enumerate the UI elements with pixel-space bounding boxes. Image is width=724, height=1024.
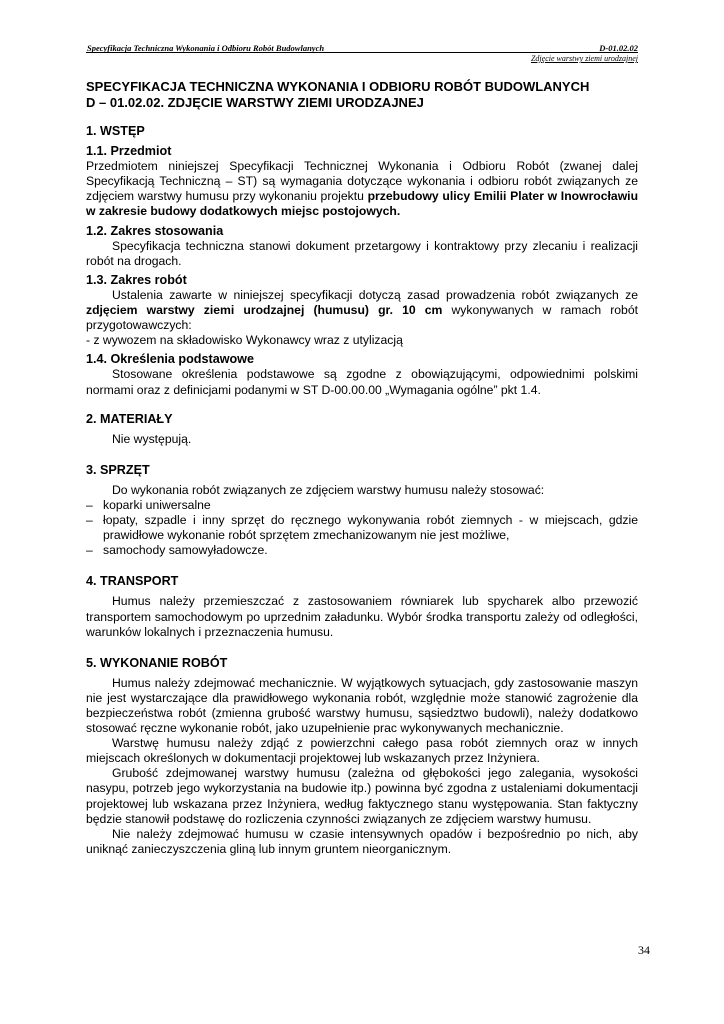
section-heading-materialy: 2. MATERIAŁY xyxy=(86,411,173,426)
przedmiot-project-name: przebudowy ulicy Emilii Plater w Inowrocławiu w zakresie budowy dodatkowych miejsc postojowych. xyxy=(86,189,639,219)
wykonanie-paragraph: Humus należy zdejmować mechanicznie. W wyjątkowych sytuacjach, gdy zastosowanie maszyn nie jest wystarczające dla prawidłowego wykonania robót, względnie może stanowić zagrożenie dla bezpieczeństwa robót (zmienna grubość warstwy humusu, sąsiedztwo budowli), należy dodatkowo stosować ręczne wykonanie robót, jako uzupełnienie prac wykonywanych mechanicznie. xyxy=(86,675,638,736)
page-number: 34 xyxy=(638,943,650,957)
sprzet-list xyxy=(86,498,638,558)
zakres-stosowania-paragraph: Specyfikacja techniczna stanowi dokument przetargowy i kontraktowy przy zlecaniu i realizacji robót na drogach. xyxy=(86,238,638,268)
section-heading-transport: 4. TRANSPORT xyxy=(86,574,179,589)
materialy-paragraph: Nie występują. xyxy=(112,431,192,446)
zakres-robot-text-c: wykonywanych w ramach robót przygotowawczych: xyxy=(86,303,638,333)
subsection-heading-zakres-robot: 1.3. Zakres robót xyxy=(86,272,187,287)
document-body xyxy=(86,79,638,857)
running-header-subtitle: Zdjęcie warstwy ziemi urodzajnej xyxy=(530,54,638,63)
subsection-heading-zakres-stosowania: 1.2. Zakres stosowania xyxy=(86,223,224,238)
zakres-robot-line2: - z wywozem na składowisko Wykonawcy wraz z utylizacją xyxy=(86,333,403,348)
wykonanie-paragraph: Nie należy zdejmować humusu w czasie intensywnych opadów i bezpośrednio po nich, aby uniknąć zanieczyszczenia gliną lub innym gruntem nieorganicznym. xyxy=(86,826,638,856)
subsection-heading-przedmiot: 1.1. Przedmiot xyxy=(86,144,172,159)
running-header-code: D-01.02.02 xyxy=(599,43,638,53)
document-title-line1: SPECYFIKACJA TECHNICZNA WYKONANIA I ODBIORU ROBÓT BUDOWLANYCH xyxy=(86,79,590,94)
header-rule xyxy=(86,52,638,53)
list-item: – łopaty, szpadle i inny sprzęt do ręcznego wykonywania robót ziemnych - w miejscach, gdzie prawidłowe wykonanie robót sprzętem zmechanizowanym nie jest możliwe, xyxy=(86,513,638,543)
list-item: – samochody samowyładowcze. xyxy=(86,543,638,558)
document-title xyxy=(86,79,638,110)
sprzet-intro: Do wykonania robót związanych ze zdjęciem warstwy humusu należy stosować: xyxy=(112,482,545,497)
section-heading-wstep: 1. WSTĘP xyxy=(86,124,145,138)
list-item: – koparki uniwersalne xyxy=(86,498,638,513)
przedmiot-text: Przedmiotem niniejszej Specyfikacji Technicznej Wykonania i Odbioru Robót (zwanej dalej Specyfikacją Techniczną – ST) są wymagania dotyczące wykonania i odbioru robót związanych ze zdjęciem warstwy humusu przy wykonaniu projektu xyxy=(86,159,638,204)
zakres-robot-text-a: Ustalenia zawarte w niniejszej specyfikacji dotyczą zasad prowadzenia robót związanych ze xyxy=(112,287,638,302)
przedmiot-paragraph xyxy=(86,159,638,219)
wykonanie-paragraph: Warstwę humusu należy zdjąć z powierzchni całego pasa robót ziemnych oraz w innych miejscach określonych w dokumentacji projektowej lub wskazanych przez Inżyniera. xyxy=(86,736,638,766)
section-heading-sprzet: 3. SPRZĘT xyxy=(86,462,150,477)
running-header-title: Specyfikacja Techniczna Wykonania i Odbioru Robót Budowlanych xyxy=(87,43,325,53)
wykonanie-paragraph: Grubość zdejmowanej warstwy humusu (zależna od głębokości jego zalegania, wysokości nasypu, potrzeb jego wykorzystania na budowie itp.) powinna być zgodna z ustaleniami dokumentacji projektowej lub wskazana przez Inżyniera, według faktycznego stanu występowania. Stan faktyczny będzie stanowił podstawę do rozliczenia czynności związanych ze zdjęciem warstwy humusu. xyxy=(86,766,638,826)
subsection-heading-okreslenia: 1.4. Określenia podstawowe xyxy=(86,352,254,367)
okreslenia-paragraph: Stosowane określenia podstawowe są zgodne z obowiązującymi, odpowiednimi polskimi normami oraz z definicjami podanymi w ST D-00.00.00 „Wymagania ogólne” pkt 1.4. xyxy=(86,367,638,397)
zakres-robot-paragraph xyxy=(86,288,638,333)
section-heading-wykonanie-robot: 5. WYKONANIE ROBÓT xyxy=(86,655,228,670)
transport-paragraph: Humus należy przemieszczać z zastosowaniem równiarek lub spycharek albo przewozić transportem samochodowym po uprzednim załadunku. Wybór środka transportu zależy od odległości, warunków lokalnych i przeznaczenia humusu. xyxy=(86,594,638,639)
document-title-line2: D – 01.02.02. ZDJĘCIE WARSTWY ZIEMI URODZAJNEJ xyxy=(86,94,424,110)
zakres-robot-bold: zdjęciem warstwy ziemi urodzajnej (humusu) gr. 10 cm xyxy=(86,303,443,318)
